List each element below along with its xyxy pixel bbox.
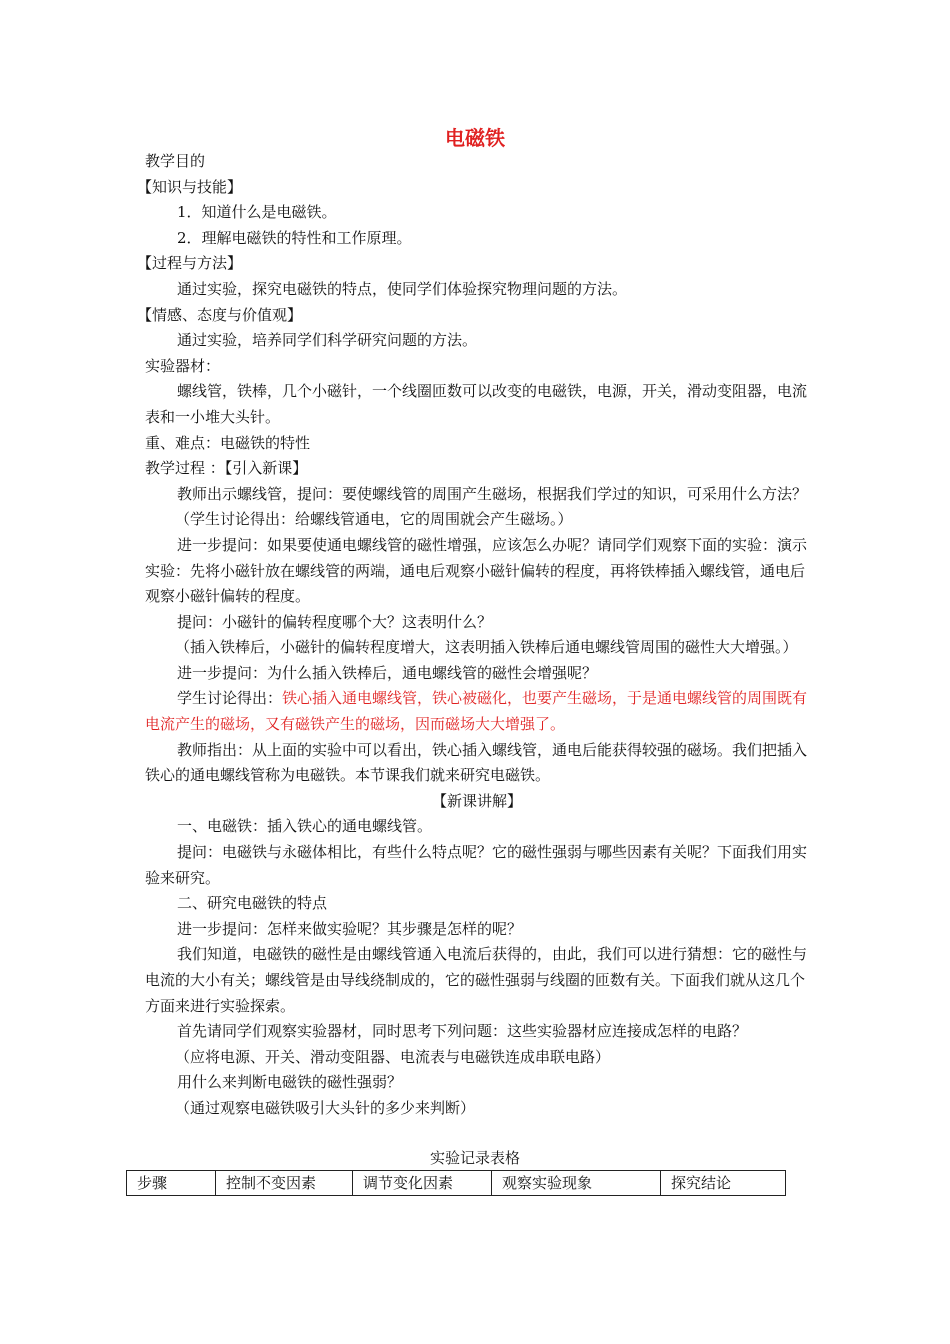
document-body bbox=[137, 149, 809, 1122]
paragraph: 教师指出：从上面的实验中可以看出，铁心插入螺线管，通电后能获得较强的磁场。我们把插入铁心的通电螺线管称为电磁铁。本节课我们就来研究电磁铁。 bbox=[145, 740, 808, 785]
paragraph: 教师出示螺线管，提问：要使螺线管的周围产生磁场，根据我们学过的知识，可采用什么方法？ bbox=[177, 484, 808, 503]
paragraph: 提问：小磁针的偏转程度哪个大？这表明什么？ bbox=[177, 612, 493, 631]
section-heading: 教学目的 bbox=[145, 152, 206, 170]
table-caption: 实验记录表格 bbox=[429, 1149, 520, 1167]
table-header-cell: 步骤 bbox=[127, 1171, 216, 1196]
paragraph: 通过实验，培养同学们科学研究问题的方法。 bbox=[177, 331, 478, 350]
table-header-cell: 探究结论 bbox=[661, 1171, 786, 1196]
paragraph: 1．知道什么是电磁铁。 bbox=[177, 203, 337, 222]
paragraph: （插入铁棒后，小磁针的偏转程度增大，这表明插入铁棒后通电螺线管周围的磁性大大增强。） bbox=[175, 638, 798, 657]
table-header-cell: 调节变化因素 bbox=[353, 1171, 492, 1196]
subsection-heading: 【知识与技能】 bbox=[137, 177, 243, 196]
paragraph: （学生讨论得出：给螺线管通电，它的周围就会产生磁场。） bbox=[175, 510, 573, 529]
paragraph: 用什么来判断电磁铁的磁性强弱？ bbox=[177, 1073, 403, 1092]
discussion-label: 学生讨论得出： bbox=[177, 689, 283, 708]
paragraph: （应将电源、开关、滑动变阻器、电流表与电磁铁连成串联电路） bbox=[175, 1047, 611, 1066]
record-table bbox=[126, 1170, 786, 1196]
table-header-cell: 观察实验现象 bbox=[492, 1171, 661, 1196]
paragraph: 二、研究电磁铁的特点 bbox=[177, 894, 328, 913]
subsection-heading: 【情感、态度与价值观】 bbox=[137, 305, 303, 324]
document-title: 电磁铁 bbox=[445, 126, 505, 150]
paragraph: 2．理解电磁铁的特性和工作原理。 bbox=[177, 228, 412, 247]
section-heading: 重、难点：电磁铁的特性 bbox=[145, 433, 311, 452]
paragraph: 首先请同学们观察实验器材，同时思考下列问题：这些实验器材应连接成怎样的电路？ bbox=[177, 1022, 748, 1041]
paragraph: 进一步提问：如果要使通电螺线管的磁性增强，应该怎么办呢？请同学们观察下面的实验：演示实验：先将小磁针放在螺线管的两端，通电后观察小磁针偏转的程度，再将铁棒插入螺线管，通电后观察小磁针偏转的程度。 bbox=[145, 535, 808, 606]
paragraph: 进一步提问：为什么插入铁棒后，通电螺线管的磁性会增强呢？ bbox=[177, 663, 598, 682]
paragraph: 我们知道，电磁铁的磁性是由螺线管通入电流后获得的，由此，我们可以进行猜想：它的磁性与电流的大小有关；螺线管是由导线绕制成的，它的磁性强弱与线圈的匝数有关。下面我们就从这几个方面来进行实验探索。 bbox=[145, 945, 808, 1015]
highlighted-conclusion: 铁心插入通电螺线管，铁心被磁化，也要产生磁场，于是通电螺线管的周围既有电流产生的磁场，又有磁铁产生的磁场，因而磁场大大增强了。 bbox=[145, 689, 808, 734]
paragraph: 提问：电磁铁与永磁体相比，有些什么特点呢？它的磁性强弱与哪些因素有关呢？下面我们用实验来研究。 bbox=[145, 843, 808, 887]
section-heading: 教学过程 ：【引入新课】 bbox=[145, 459, 308, 478]
paragraph bbox=[145, 686, 809, 737]
section-heading: 【新课讲解】 bbox=[431, 791, 522, 810]
table-header-cell: 控制不变因素 bbox=[216, 1171, 353, 1196]
paragraph: 进一步提问：怎样来做实验呢？其步骤是怎样的呢？ bbox=[177, 919, 523, 938]
section-heading: 实验器材： bbox=[145, 356, 221, 375]
paragraph: 一、电磁铁：插入铁心的通电螺线管。 bbox=[177, 817, 433, 836]
paragraph: 通过实验，探究电磁铁的特点，使同学们体验探究物理问题的方法。 bbox=[177, 279, 628, 298]
paragraph: 螺线管，铁棒，几个小磁针，一个线圈匝数可以改变的电磁铁，电源，开关，滑动变阻器，电流表和一小堆大头针。 bbox=[145, 382, 808, 426]
table-header-row bbox=[127, 1171, 786, 1196]
paragraph: （通过观察电磁铁吸引大头针的多少来判断） bbox=[175, 1098, 476, 1117]
subsection-heading: 【过程与方法】 bbox=[137, 254, 243, 273]
